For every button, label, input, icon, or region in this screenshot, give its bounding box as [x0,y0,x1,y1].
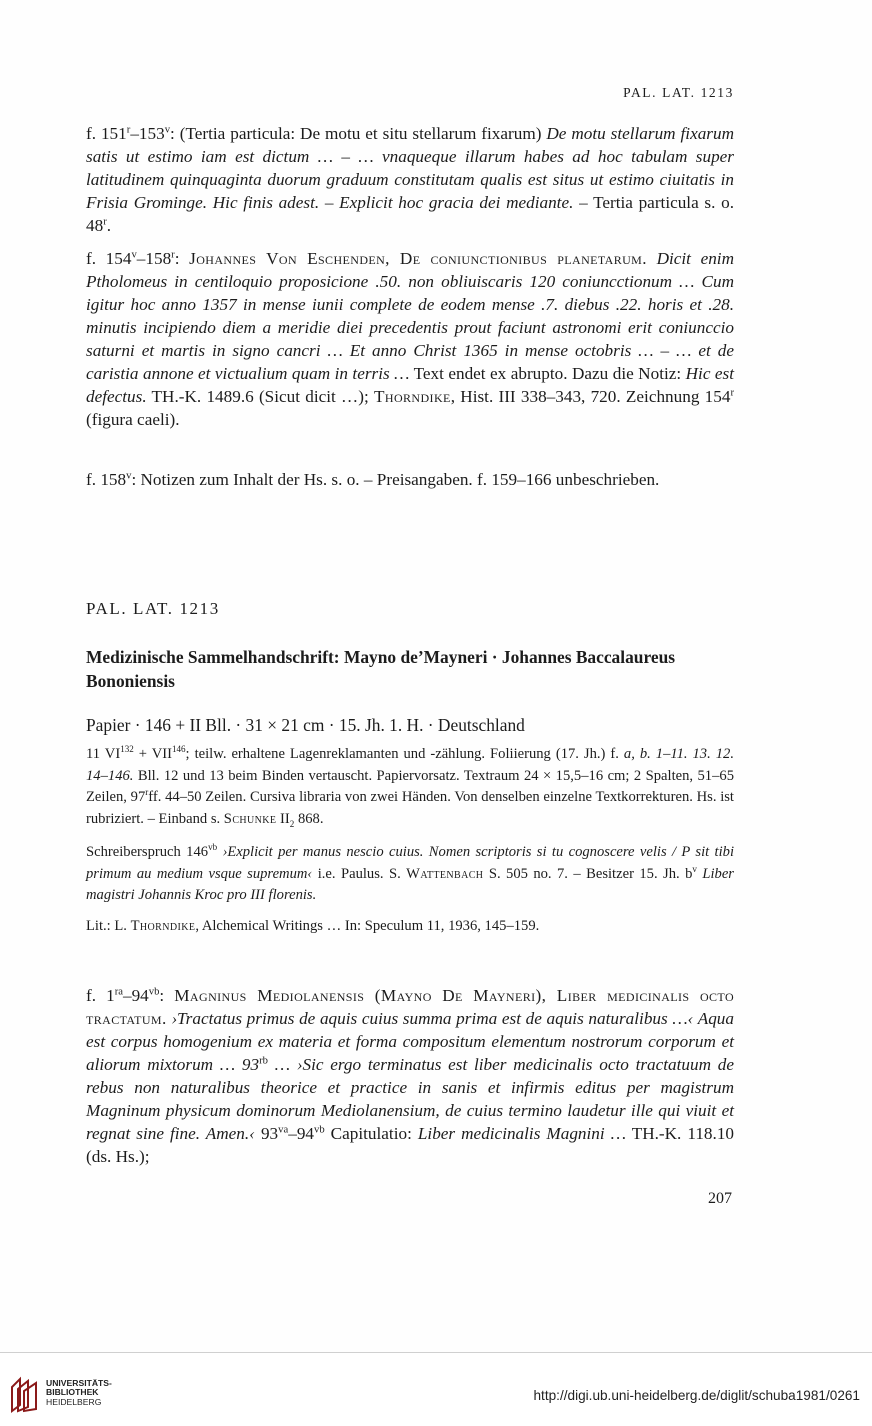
scribe-paragraph: Schreiberspruch $146^{vb}$ ›Explicit per manus nescio cuius. Nomen scriptoris si tu cognoscere velis / P sit tibi primum au medium vsque supremum‹ i.e. Paulus. S. Wattenbach S. 505 no. 7. – Besitzer 15. Jh. $b^v$ Liber magistri Johannis Kroc pro III florenis. [86,842,734,903]
section-heading: PAL. LAT. 1213 [86,599,220,618]
folio-ref: f. 158 [86,470,127,489]
physical-description: Papier · 146 + II Bll. · 31 × 21 cm · 15. Jh. 1. H. · Deutschland [86,715,525,735]
author-title: Johannes Von Eschenden, De coniunctionibus planetarum. [189,249,647,268]
university-library-logo-icon [10,1375,40,1413]
digital-library-footer [0,1352,872,1426]
library-name: UNIVERSITÄTS- BIBLIOTHEK HEIDELBERG [46,1378,112,1407]
page-number: 207 [708,1190,732,1207]
author-title: Magninus Mediolanensis (Mayno De Mayneri), Liber medicinalis octo tractatum. [86,986,735,1028]
codicological-description [86,744,734,937]
description-paragraph: 11 $VI^{132} + VII^{146}$; teilw. erhaltene Lagenreklamanten und -zählung. Foliierung (17. Jh.) f. a, b. 1–11. 13. 12. 14–146. Bll. 12 und 13 beim Binden vertauscht. Papiervorsatz. Textraum 24 × 15,5–16 cm; 2 Spalten, 51–65 Zeilen, 97$^r$ff. 44–50 Zeilen. Cursiva libraria von zwei Händen. Von denselben einzelne Textkorrekturen. Hs. ist rubriziert. – Einband s. Schunke $II_2$ 868. [86,744,734,829]
folio-ref: f. 154 [86,249,132,268]
folio-ref: f. 1 [86,986,115,1005]
entry-folio-1: f. $1^{ra}-94^{vb}$: Magninus Mediolanensis (Mayno De Mayneri), Liber medicinalis octo tractatum. ›Tractatus primus de aquis cuius summa prima est de aquis naturalibus …‹ Aqua est corpus homogenium ex materia et forma compositum elementum nostrorum corporum et aliorum mixtorum … $93^{rb}$ … ›Sic ergo terminatus est liber medicinalis octo tractatuum de rebus non naturalibus theorice et practice in sanis et infirmis editus per magistrum Magninum physicum dominorum Mediolanensium, de cuius termino laudetur ille qui viuit et regnat sine fine. Amen.‹ $93^{va}-94^{vb}$ Capitulatio: Liber medicinalis Magnini … TH.-K. 118.10 (ds. Hs.); [86,986,735,1166]
manuscript-title: Medizinische Sammelhandschrift: Mayno de’Mayneri · Johannes Baccalaureus Bononiensis [86,647,676,691]
literature-paragraph: Lit.: L. Thorndike, Alchemical Writings … In: Speculum 11, 1936, 145–159. [86,917,540,934]
entry-folio-151: f. 151$^r$–153$^v$: (Tertia particula: De motu et situ stellarum fixarum) De motu stellarum fixarum satis ut estimo iam est dictum … – … vnaqueque illarum habes ad hoc tabulam super latitudinem quinquaginta duorum graduum constitutam qualis est situs ut estimo ciuitatis in Frisia Grominge. Hic finis adest. – Explicit hoc gracia dei mediante. – Tertia particula s. o. 48$^r$. [86,124,734,235]
permalink-url[interactable]: http://digi.ub.uni-heidelberg.de/diglit/schuba1981/0261 [533,1388,860,1403]
incipit-text: ›Tractatus primus de aquis cuius summa prima est de aquis naturalibus …‹ Aqua est corpus homogenium ex materia et forma compositum elementum nostrorum corporum et aliorum mixtorum … 93 [86,1009,734,1074]
running-head: PAL. LAT. 1213 [623,85,734,100]
entry-folio-154: f. 154$^v$–158$^r$: Johannes Von Eschenden, De coniunctionibus planetarum. Dicit enim Ptholomeus in centiloquio proposicione .50. non obliuiscaris 120 coniuncctionum … Cum igitur hoc anno 1357 in mense iunii complete de eodem mense .7. diebus .22. horis et .28. minutis incipiendo diem a meridie diei precedentis prout faciunt astronomi erit coniunccio saturni et martis in signo cancri … Et anno Christ 1365 in mense octobris … – … et de caristia annone et victualium quam in terris … Text endet ex abrupto. Dazu die Notiz: Hic est defectus. TH.-K. 1489.6 (Sicut dicit …); Thorndike, Hist. III 338–343, 720. Zeichnung 154$^r$ (figura caeli). [86,249,735,429]
entry-folio-158: f. 158$^v$: Notizen zum Inhalt der Hs. s. o. – Preisangaben. f. 159–166 unbeschrieben. [86,470,660,489]
incipit-text: Dicit enim Ptholomeus in centiloquio proposicione .50. non obliuiscaris 120 coniuncctionum … Cum igitur hoc anno 1357 in mense iunii complete de eodem mense .7. diebus .22. horis et .28. minutis incipiendo diem a meridie diei precedentis prout faciunt astronomi erit coniunccio saturni et martis in signo cancri … Et anno Christ 1365 in mense octobris … – … et de caristia annone et victualium quam in terris … [86,249,734,383]
folio-ref: f. 151 [86,124,127,143]
incipit-text: De motu stellarum fixarum satis ut estimo iam est dictum … – … vnaqueque illarum habes ad hoc tabulam super latitudinem quinquaginta duorum graduum constitutam qualis est situs ut estimo ciuitatis in Frisia Grominge. Hic finis adest. – Explicit hoc gracia dei mediante. [86,124,734,212]
